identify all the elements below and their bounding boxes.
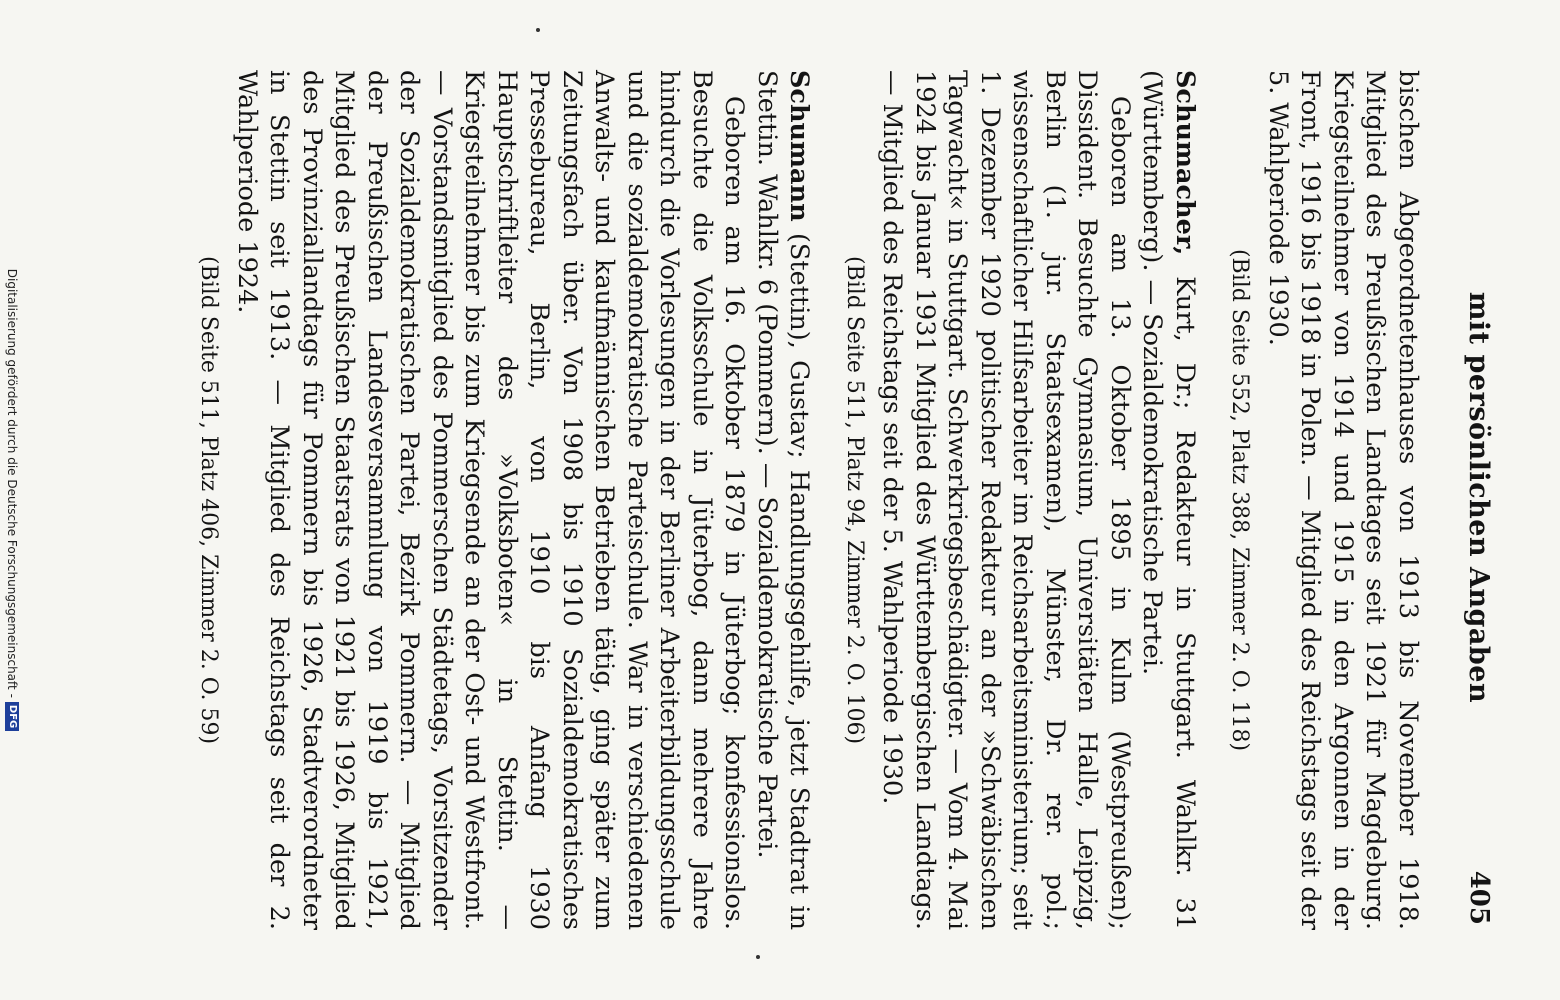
entry-schumacher-name: Schumacher,	[1170, 70, 1200, 256]
digitization-credit	[0, 0, 24, 1000]
scan-speck	[756, 955, 760, 959]
entry-schumacher-intro: Kurt, Dr.; Redakteur in Stuttgart. Wahlkr. 31 (Württemberg). — Sozialdemokratische Partei.	[1137, 70, 1200, 930]
entry-schumacher	[838, 70, 1202, 930]
entry-schumann	[192, 70, 816, 930]
entry-schumacher-body: Geboren am 13. Oktober 1895 in Kulm (Westpreußen); Dissident. Besuchte Gymnasium, Universitäten Halle, Leipzig, Berlin (1. jur. Staatsexamen), Münster, Dr. rer. pol.; wissenschaftlicher Hilfsarbeiter im Reichsarbeitsministerium; seit 1. Dezember 1920 politischer Redakteur an der »Schwäbischen Tagwacht« in Stuttgart. Schwerkriegsbeschädigter. — Vom 4. Mai 1924 bis Januar 1931 Mitglied des Württembergischen Landtags. — Mitglied des Reichstags seit der 5. Wahlperiode 1930.	[877, 70, 1135, 930]
entry-schumann-reference: (Bild Seite 511, Platz 406, Zimmer 2. O. 59)	[196, 255, 222, 745]
entry-schumacher-reference: (Bild Seite 511, Platz 94, Zimmer 2. O. 106)	[842, 255, 867, 745]
page-number: 405	[1464, 870, 1494, 925]
scan-speck	[536, 28, 540, 32]
credit-text: Digitalisierung gefördert durch die Deutsche Forschungsgemeinschaft -	[5, 268, 19, 698]
page-header	[1454, 70, 1494, 925]
entry-continued-reference: (Bild Seite 552, Platz 388, Zimmer 2. O. 118)	[1227, 248, 1253, 752]
entry-schumann-intro: (Stettin), Gustav; Handlungsgehilfe, jetzt Stadtrat in Stettin. Wahlkr. 6 (Pommern). — Sozialdemokratische Partei.	[752, 70, 815, 930]
entry-continued	[1223, 70, 1424, 930]
page-body	[190, 70, 1424, 930]
entry-continued-text: bischen Abgeordnetenhauses von 1913 bis November 1918. Mitglied des Preußischen Landtages seit 1921 für Magdeburg. Kriegsteilnehmer von 1914 und 1915 in den Argonnen in der Front, 1916 bis 1918 in Polen. — Mitglied des Reichstags seit der 5. Wahlperiode 1930.	[1263, 70, 1423, 930]
entry-schumann-body: Geboren am 16. Oktober 1879 in Jüterbog; konfessionslos. Besuchte die Volksschule in Jüterbog, dann mehrere Jahre hindurch die Vorlesungen in der Berliner Arbeiterbildungsschule und die sozialdemokratische Parteischule. War in verschiedenen Anwalts- und kaufmännischen Betrieben tätig, ging später zum Zeitungsfach über. Von 1908 bis 1910 Sozialdemokratisches Pressebureau, Berlin, von 1910 bis Anfang 1930 Hauptschriftleiter des »Volksboten« in Stettin. — Kriegsteilnehmer bis zum Kriegsende an der Ost- und Westfront. — Vorstandsmitglied des Pommerschen Städtetags, Vorsitzender der Sozialdemokratischen Partei, Bezirk Pommern. — Mitglied der Preußischen Landesversammlung von 1919 bis 1921, Mitglied des Preußischen Staatsrats von 1921 bis 1926, Mitglied des Provinziallandtags für Pommern bis 1926, Stadtverordneter in Stettin seit 1913. — Mitglied des Reichstags seit der 2. Wahlperiode 1924.	[232, 70, 750, 930]
running-title: mit persönlichen Angaben	[1463, 291, 1494, 704]
dfg-logo: DFG	[5, 702, 19, 731]
entry-schumann-name: Schumann	[784, 70, 815, 222]
